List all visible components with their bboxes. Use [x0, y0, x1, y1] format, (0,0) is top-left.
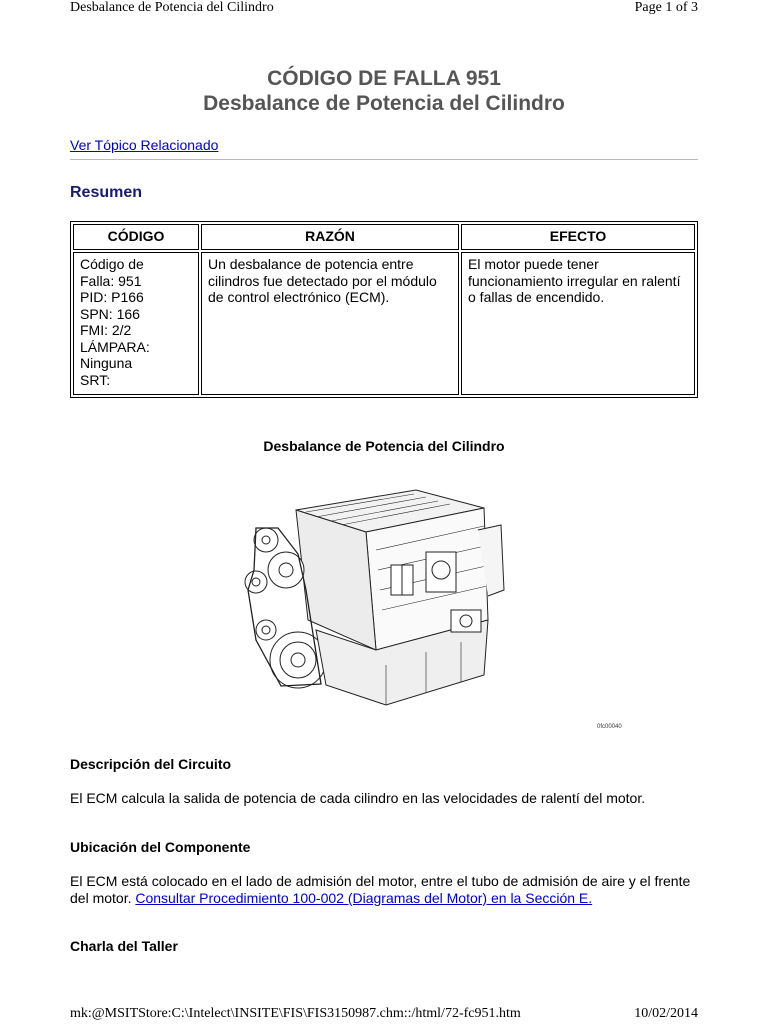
footer-date: 10/02/2014	[634, 1006, 698, 1021]
circuit-description-text: El ECM calcula la salida de potencia de cada cilindro en las velocidades de ralentí del motor.	[70, 790, 646, 806]
table-row	[73, 252, 695, 395]
code-line: Código de	[80, 256, 144, 272]
circuit-description-heading: Descripción del Circuito	[70, 756, 232, 772]
code-line: Falla: 951	[80, 272, 142, 289]
component-location-paragraph	[70, 873, 700, 907]
code-line: LÁMPARA:	[80, 338, 150, 355]
component-location-heading: Ubicación del Componente	[70, 839, 251, 855]
reason-cell: Un desbalance de potencia entre cilindros fue detectado por el módulo de control electrónico (ECM).	[201, 252, 459, 395]
shop-talk-heading: Charla del Taller	[70, 938, 178, 954]
page-title	[0, 66, 768, 116]
code-cell	[73, 252, 199, 395]
summary-table	[70, 221, 698, 398]
code-line: SRT:	[80, 371, 111, 388]
figure-code: 0fc00040	[597, 724, 622, 730]
page-header	[70, 0, 698, 16]
code-line: FMI: 2/2	[80, 322, 132, 338]
component-location-text: El ECM está colocado en el lado de admisión del motor, entre el tubo de admisión de aire y el frente del motor.	[70, 873, 691, 906]
engine-illustration	[226, 470, 516, 720]
column-header-reason: RAZÓN	[201, 224, 459, 250]
summary-heading: Resumen	[70, 184, 143, 201]
table-header-row	[73, 224, 695, 250]
column-header-code: CÓDIGO	[73, 224, 199, 250]
column-header-effect: EFECTO	[461, 224, 695, 250]
page-footer	[70, 1006, 698, 1022]
fault-code-title: CÓDIGO DE FALLA 951	[267, 67, 501, 90]
related-topic-link[interactable]: Ver Tópico Relacionado	[70, 137, 219, 153]
effect-cell: El motor puede tener funcionamiento irregular en ralentí o fallas de encendido.	[461, 252, 695, 395]
code-line: PID: P166	[80, 289, 144, 305]
code-line: Ninguna	[80, 355, 133, 371]
header-page-number: Page 1 of 3	[634, 0, 698, 15]
header-doc-title: Desbalance de Potencia del Cilindro	[70, 0, 274, 15]
figure-title: Desbalance de Potencia del Cilindro	[263, 438, 505, 454]
footer-path: mk:@MSITStore:C:\Intelect\INSITE\FIS\FIS3150987.chm::/html/72-fc951.htm	[70, 1006, 521, 1021]
procedure-link[interactable]: Consultar Procedimiento 100-002 (Diagramas del Motor) en la Sección E.	[135, 890, 593, 906]
divider	[70, 159, 698, 160]
fault-description-title: Desbalance de Potencia del Cilindro	[203, 92, 565, 115]
code-line: SPN: 166	[80, 305, 140, 322]
